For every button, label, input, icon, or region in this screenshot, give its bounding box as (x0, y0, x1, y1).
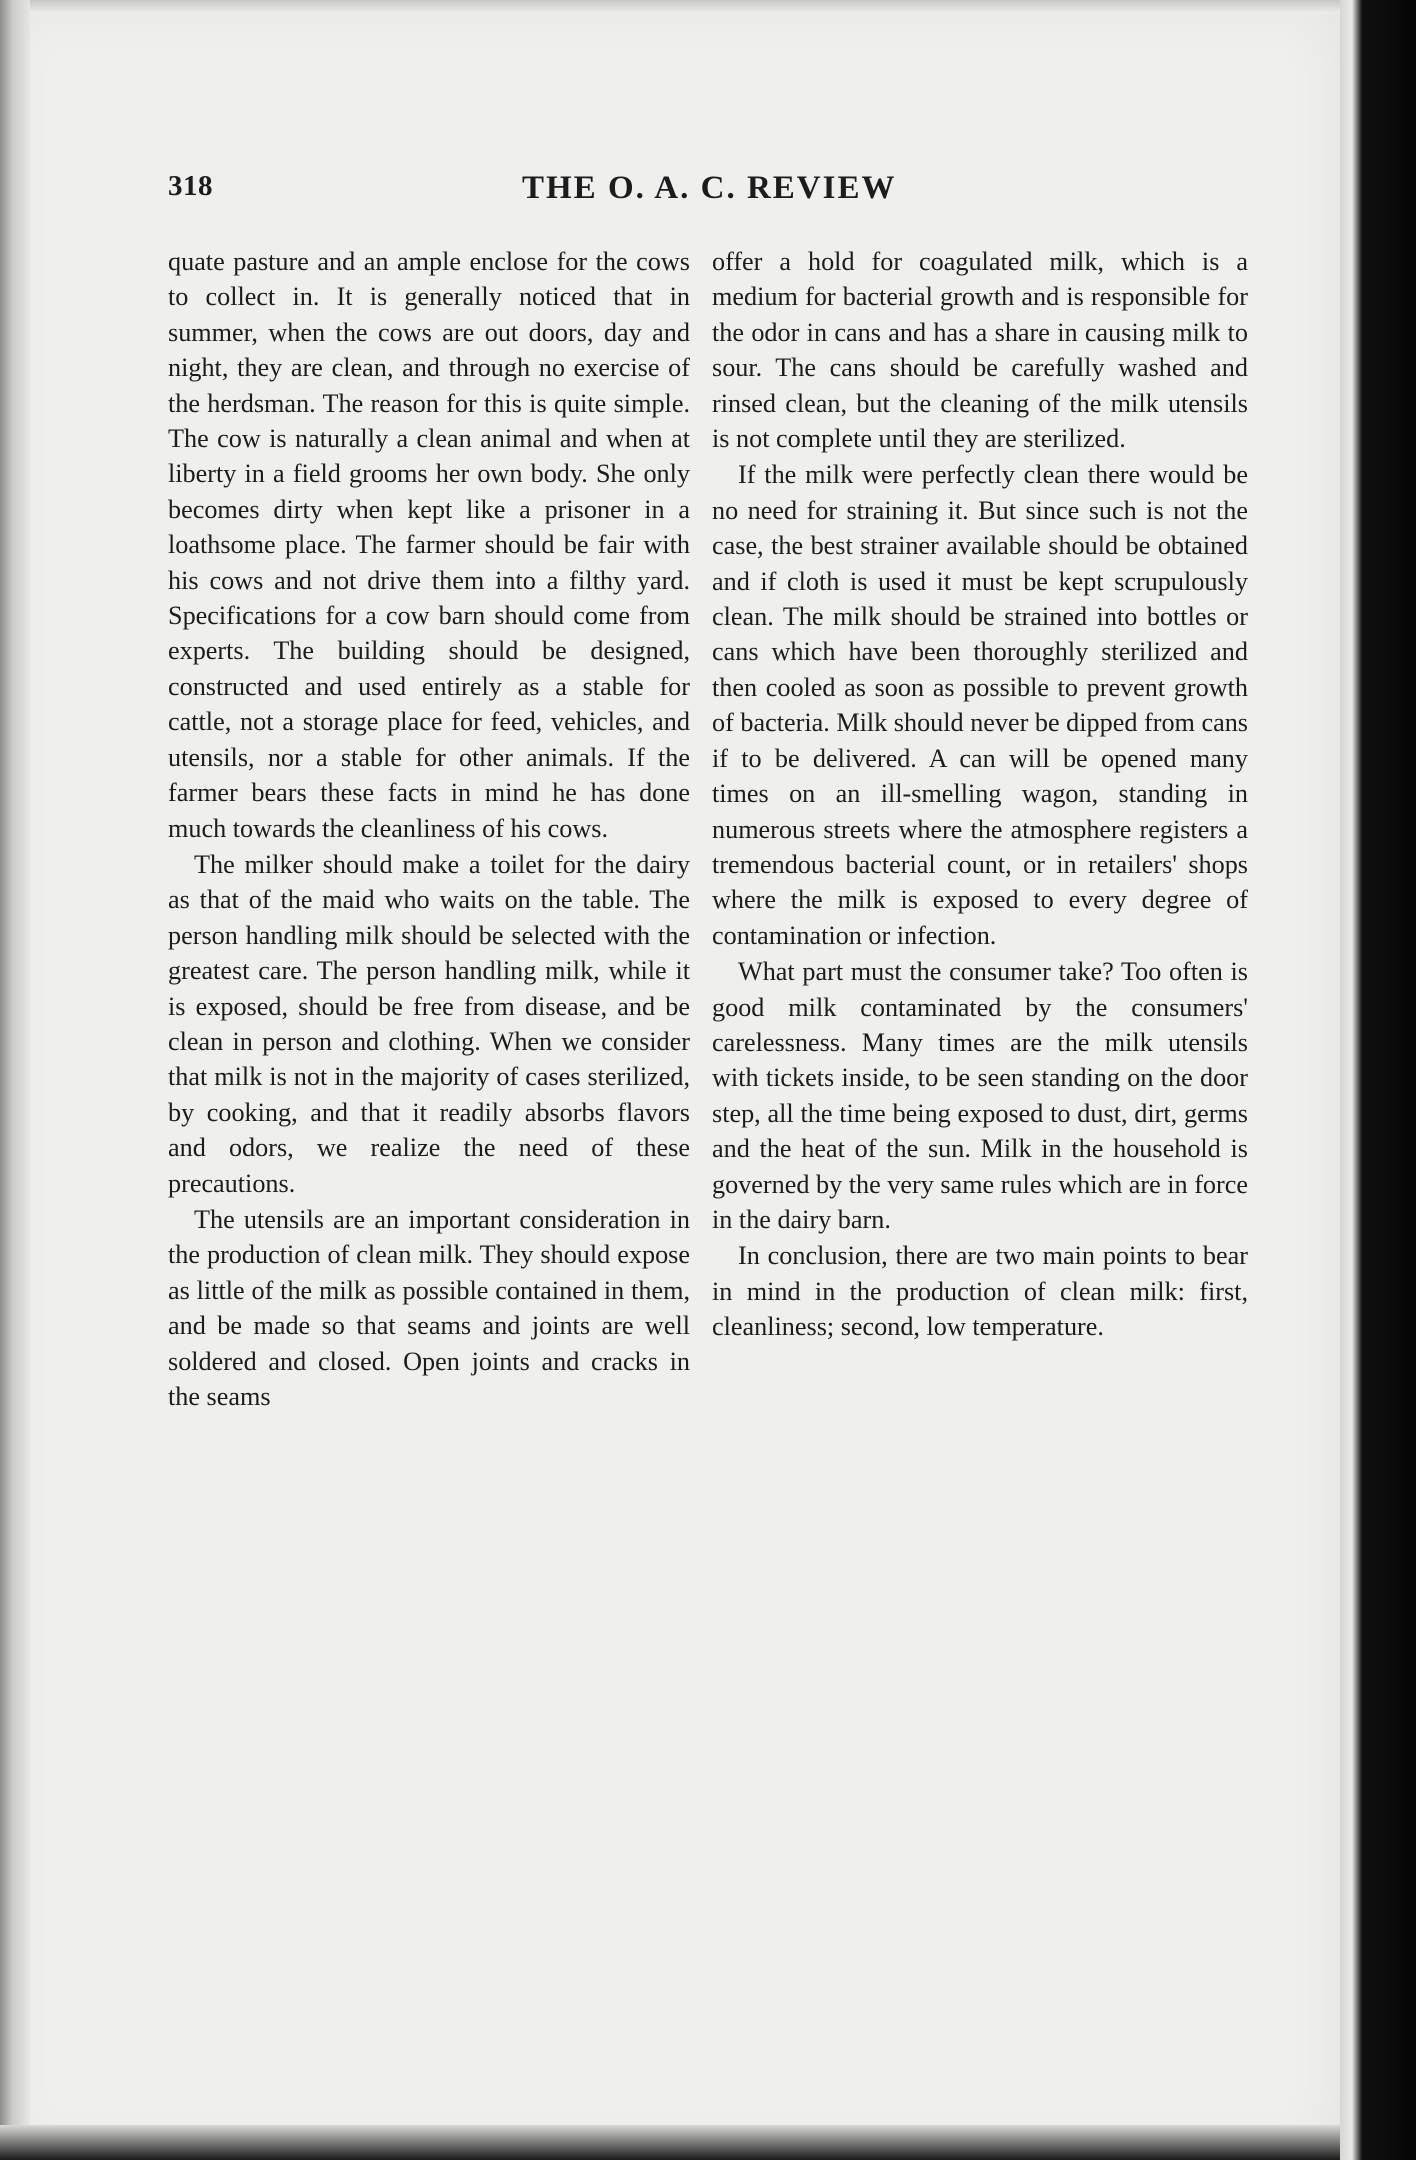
paragraph: quate pasture and an ample enclose for the cows to collect in. It is generally noticed that in summer, when the cows are out doors, day and night, they are clean, and through no exercise of the herdsman. The reason for this is quite simple. The cow is naturally a clean animal and when at liberty in a field grooms her own body. She only becomes dirty when kept like a prisoner in a loathsome place. The farmer should be fair with his cows and not drive them into a filthy yard. Specifications for a cow barn should come from experts. The building should be designed, constructed and used entirely as a stable for cattle, not a storage place for feed, vehicles, and utensils, nor a stable for other animals. If the farmer bears these facts in mind he has done much towards the cleanliness of his cows. (168, 247, 690, 843)
page-number: 318 (168, 170, 213, 202)
paragraph: In conclusion, there are two main points to bear in mind in the production of clean milk: first, cleanliness; second, low temperature. (712, 1241, 1248, 1342)
left-column (168, 244, 690, 1414)
page-bottom-edge (0, 2125, 1340, 2160)
book-spine (1340, 0, 1416, 2160)
right-column (712, 244, 1248, 1345)
paragraph: The utensils are an important consideration in the production of clean milk. They should expose as little of the milk as possible contained in them, and be made so that seams and joints are well soldered and closed. Open joints and cracks in the seams (168, 1204, 690, 1411)
running-head: THE O. A. C. REVIEW (522, 170, 897, 206)
paragraph: offer a hold for coagulated milk, which is a medium for bacterial growth and is responsible for the odor in cans and has a share in causing milk to sour. The cans should be carefully washed and rinsed clean, but the cleaning of the milk utensils is not complete until they are sterilized. (712, 247, 1248, 454)
paragraph: The milker should make a toilet for the dairy as that of the maid who waits on the table. The person handling milk should be selected with the greatest care. The person handling milk, while it is exposed, should be free from disease, and be clean in person and clothing. When we consider that milk is not in the majority of cases sterilized, by cooking, and that it readily absorbs flavors and odors, we realize the need of these precautions. (168, 849, 690, 1198)
paragraph: If the milk were perfectly clean there would be no need for straining it. But since such is not the case, the best strainer available should be obtained and if cloth is used it must be kept scrupulously clean. The milk should be strained into bottles or cans which have been thoroughly sterilized and then cooled as soon as possible to prevent growth of bacteria. Milk should never be dipped from cans if to be delivered. A can will be opened many times on an ill-smelling wagon, standing in numerous streets where the atmosphere registers a tremendous bacterial count, or in retailers' shops where the milk is exposed to every degree of contamination or infection. (712, 460, 1248, 950)
page-top-edge (0, 0, 1340, 14)
paragraph: What part must the consumer take? Too often is good milk contaminated by the consumers' carelessness. Many times are the milk utensils with tickets inside, to be seen standing on the door step, all the time being exposed to dust, dirt, germs and the heat of the sun. Milk in the household is governed by the very same rules which are in force in the dairy barn. (712, 957, 1248, 1234)
page-left-edge (0, 0, 30, 2160)
